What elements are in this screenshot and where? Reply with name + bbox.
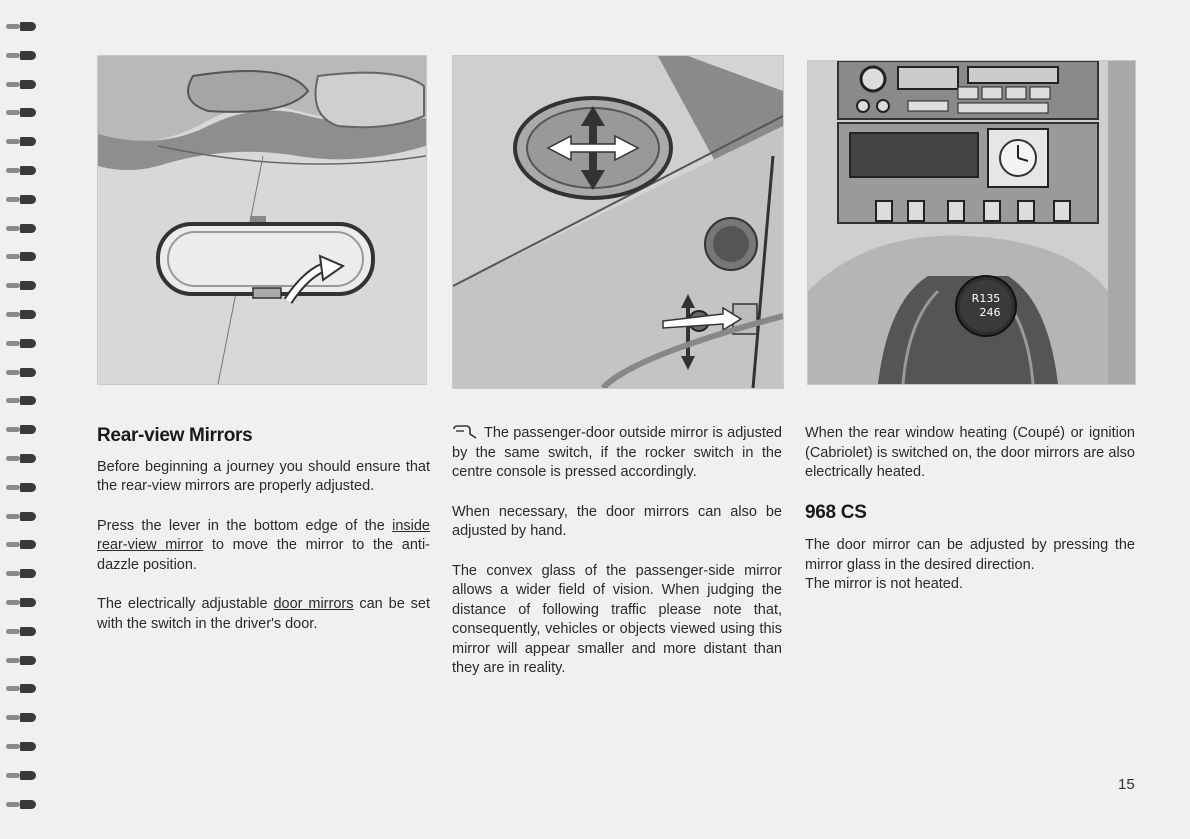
figure-centre-console-gear-knob [807,60,1136,385]
figure-inside-rear-view-mirror [97,55,427,385]
column-2 [452,424,782,699]
note-hand-icon [452,425,478,439]
text-span: to move the mirror to the anti-dazzle position. [97,537,431,573]
binding-ring [20,368,36,377]
binding-ring [20,339,36,348]
binding-ring [20,137,36,146]
binding-ring [20,627,36,636]
column-3 [805,424,1135,615]
paragraph-journey: Before beginning a journey you should ensure that the rear-view mirrors are properly adjusted. [97,458,430,494]
section-heading-968-cs: 968 CS [805,501,867,523]
binding-ring [20,483,36,492]
text-span: Press the lever in the bottom edge of the [97,517,393,534]
page-number: 15 [1118,776,1135,793]
binding-ring [20,713,36,722]
paragraph-968cs-adjust: The door mirror can be adjusted by pressing the mirror glass in the desired direction. [805,537,1135,573]
binding-ring [20,224,36,233]
door-mirrors-term: door mirrors [273,596,354,612]
binding-ring [20,22,36,31]
binding-ring [20,569,36,578]
binding-ring [20,281,36,290]
binding-ring [20,166,36,175]
binding-ring [20,512,36,521]
binding-ring [20,80,36,89]
binding-ring [20,252,36,261]
binding-ring [20,656,36,665]
binding-ring [20,310,36,319]
figure-door-mirror-switch [452,55,784,389]
text-span: The electrically adjustable [97,596,274,612]
binding-ring [20,454,36,463]
paragraph-968cs-not-heated: The mirror is not heated. [805,576,963,592]
binding-ring [20,540,36,549]
gear-shift-pattern: R135 246 [971,292,1001,319]
paragraph-heating: When the rear window heating (Coupé) or ignition (Cabriolet) is switched on, the door mirrors are also electrically heated. [805,425,1135,480]
binding-ring [20,51,36,60]
binding-ring [20,800,36,809]
column-1 [97,426,430,654]
binding-ring [20,396,36,405]
binding-ring [20,771,36,780]
paragraph-door-mirrors [97,595,430,634]
paragraph-anti-dazzle [97,517,430,576]
inside-mirror-illustration [98,56,426,384]
text-span: can be set with the switch in the driver's door. [97,596,430,632]
binding-ring [20,108,36,117]
binding-ring [20,598,36,607]
paragraph-manual-adjust: When necessary, the door mirrors can also be adjusted by hand. [452,503,782,539]
binding-ring [20,195,36,204]
paragraph-convex-glass: The convex glass of the passenger-side mirror allows a wider field of vision. When judging the distance of following traffic please note that, consequently, vehicles or objects viewed using this mirror will appear smaller and more distant than they are in reality. [452,562,782,676]
binding-ring [20,425,36,434]
inside-rear-view-mirror-term: inside rear-view mirror [97,517,430,553]
centre-console-illustration [808,61,1135,384]
door-mirror-illustration [453,56,783,388]
binding-ring [20,742,36,751]
text-span: The passenger-door outside mirror is adjusted by the same switch, if the rocker switch in the centre console is pressed accordingly. [452,425,782,480]
spiral-binding [0,0,42,839]
section-heading-rear-view-mirrors: Rear-view Mirrors [97,425,253,446]
binding-ring [20,684,36,693]
paragraph-passenger-door-mirror [452,424,782,483]
